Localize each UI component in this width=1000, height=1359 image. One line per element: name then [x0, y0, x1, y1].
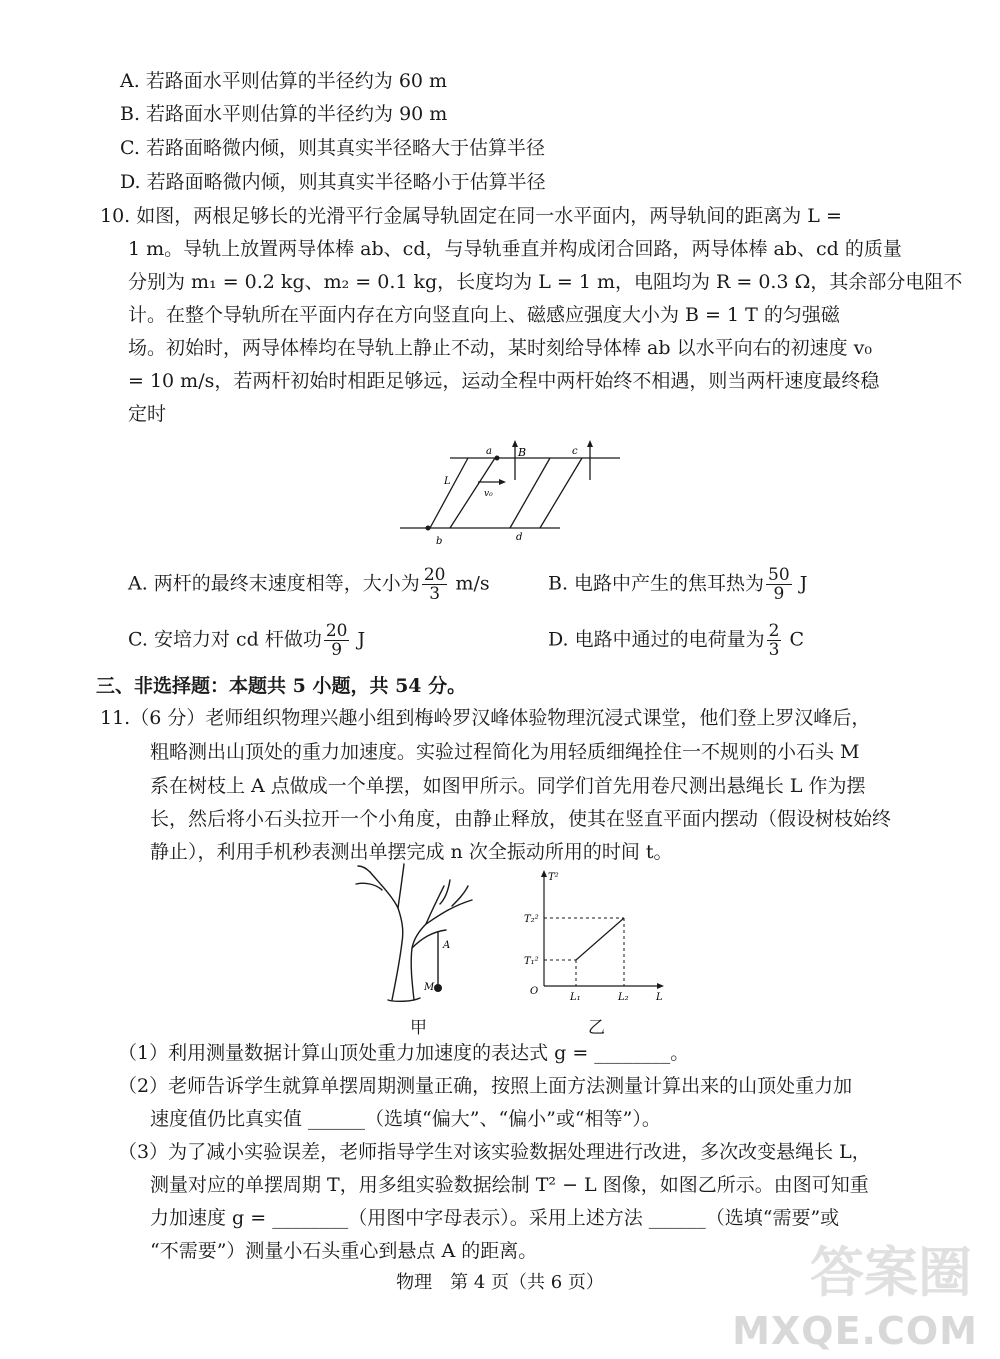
label-v0: v₀ — [484, 489, 493, 499]
q11-sub-2a: （2）老师告诉学生就算单摆周期测量正确，按照上面方法测量计算出来的山顶处重力加 — [118, 1075, 853, 1097]
label-d: d — [516, 532, 523, 543]
q10-option-d — [548, 622, 804, 659]
q10-option-b-text: B. 电路中产生的焦耳热为 — [548, 572, 765, 595]
q11-sub-1: （1）利用测量数据计算山顶处重力加速度的表达式 g = ________。 — [118, 1042, 690, 1064]
q10-option-c — [128, 622, 365, 659]
q10-option-a-unit: m/s — [455, 572, 490, 595]
page-footer: 物理 第 4 页（共 6 页） — [396, 1272, 604, 1293]
q10-option-d-text: D. 电路中通过的电荷量为 — [548, 628, 765, 651]
tick-L1: L₁ — [570, 992, 581, 1003]
q9-option-d: D. 若路面略微内倾，则其真实半径略小于估算半径 — [120, 171, 546, 193]
fraction-numerator: 20 — [325, 621, 348, 641]
rails-figure — [390, 440, 630, 550]
origin-label: O — [530, 986, 539, 997]
q11-sub-2b: 速度值仍比真实值 ______（选填“偏大”、“偏小”或“相等”）。 — [150, 1108, 661, 1130]
watermark-logo: 答案圈 — [810, 1241, 972, 1304]
q11-line-4: 长，然后将小石头拉开一个小角度，由静止释放，使其在竖直平面内摆动（假设树枝始终 — [150, 808, 892, 830]
q11-sub-3d: “不需要”）测量小石头重心到悬点 A 的距离。 — [150, 1240, 538, 1262]
q10-line-4: 计。在整个导轨所在平面内存在方向竖直向上、磁感应强度大小为 B = 1 T 的匀强磁 — [128, 304, 840, 326]
q9-option-b: B. 若路面水平则估算的半径约为 90 m — [120, 103, 448, 125]
fraction-denominator: 9 — [331, 640, 343, 660]
q11-line-5: 静止），利用手机秒表测出单摆完成 n 次全振动所用的时间 t。 — [150, 841, 673, 863]
q11-line-3: 系在树枝上 A 点做成一个单摆，如图甲所示。同学们首先用卷尺测出悬绳长 L 作为摆 — [150, 775, 866, 797]
fraction-denominator: 9 — [773, 584, 785, 604]
q10-option-a-fraction — [422, 566, 448, 603]
axis-x-label: L — [656, 992, 663, 1003]
q11-sub-3b: 测量对应的单摆周期 T，用多组实验数据绘制 T² − L 图像，如图乙所示。由图可知重 — [150, 1174, 869, 1196]
tick-T22: T₂² — [524, 914, 539, 925]
q10-option-b — [548, 566, 807, 603]
fraction-numerator: 50 — [768, 565, 790, 585]
q11-sub-3a: （3）为了减小实验误差，老师指导学生对该实验数据处理进行改进，多次改变悬绳长 L， — [118, 1141, 871, 1163]
section-heading: 三、非选择题：本题共 5 小题，共 54 分。 — [96, 675, 467, 697]
fraction-denominator: 3 — [429, 584, 441, 604]
q10-option-d-unit: C — [789, 628, 805, 651]
figure-jia-caption: 甲 — [410, 1018, 427, 1038]
tick-T12: T₁² — [524, 956, 539, 967]
q10-option-c-unit: J — [357, 628, 366, 651]
watermark — [732, 1241, 1000, 1359]
label-B: B — [518, 446, 527, 459]
label-M: M — [424, 982, 435, 993]
q10-option-b-unit: J — [799, 572, 808, 595]
label-L: L — [444, 476, 451, 487]
tick-L2: L₂ — [618, 992, 629, 1003]
q10-line-7: 定时 — [128, 403, 167, 425]
label-A: A — [443, 940, 451, 951]
q10-option-c-fraction — [324, 622, 350, 659]
q11-line-2: 粗略测出山顶处的重力加速度。实验过程简化为用轻质细绳拴住一不规则的小石头 M — [150, 741, 860, 763]
label-a: a — [486, 446, 492, 457]
tree-pendulum-figure — [352, 860, 482, 1010]
q10-line-5: 场。初始时，两导体棒均在导轨上静止不动，某时刻给导体棒 ab 以水平向右的初速度 v₀ — [128, 337, 872, 359]
q9-option-a: A. 若路面水平则估算的半径约为 60 m — [120, 70, 448, 92]
q11-line-1: 11.（6 分）老师组织物理兴趣小组到梅岭罗汉峰体验物理沉浸式课堂，他们登上罗汉峰后， — [100, 707, 871, 729]
t2-l-graph — [520, 868, 670, 1008]
q11-sub-3c: 力加速度 g = ________（用图中字母表示）。采用上述方法 ______（选填“需要”或 — [150, 1207, 840, 1229]
q9-option-c: C. 若路面略微内倾，则其真实半径略大于估算半径 — [120, 137, 545, 159]
q10-option-c-text: C. 安培力对 cd 杆做功 — [128, 628, 322, 651]
label-c: c — [572, 446, 578, 457]
q10-option-a — [128, 566, 490, 603]
label-b: b — [436, 536, 443, 547]
fraction-numerator: 20 — [423, 565, 446, 585]
fraction-denominator: 3 — [768, 640, 780, 660]
q10-option-a-text: A. 两杆的最终末速度相等，大小为 — [128, 572, 420, 595]
fraction-numerator: 2 — [768, 621, 780, 641]
q10-line-1: 10. 如图，两根足够长的光滑平行金属导轨固定在同一水平面内，两导轨间的距离为 L = — [100, 205, 842, 227]
q10-line-6: = 10 m/s，若两杆初始时相距足够远，运动全程中两杆始终不相遇，则当两杆速度最终稳 — [128, 370, 880, 392]
figure-yi-caption: 乙 — [588, 1018, 605, 1038]
axis-y-label: T² — [548, 872, 559, 883]
q10-line-2: 1 m。导轨上放置两导体棒 ab、cd，与导轨垂直并构成闭合回路，两导体棒 ab、cd 的质量 — [128, 238, 902, 260]
q10-option-d-fraction — [767, 622, 782, 659]
watermark-url: MXQE.COM — [732, 1309, 978, 1353]
q10-line-3: 分别为 m₁ = 0.2 kg、m₂ = 0.1 kg，长度均为 L = 1 m，电阻均为 R = 0.3 Ω，其余部分电阻不 — [128, 271, 963, 293]
stone-M — [434, 984, 442, 992]
q10-option-b-fraction — [766, 566, 792, 603]
